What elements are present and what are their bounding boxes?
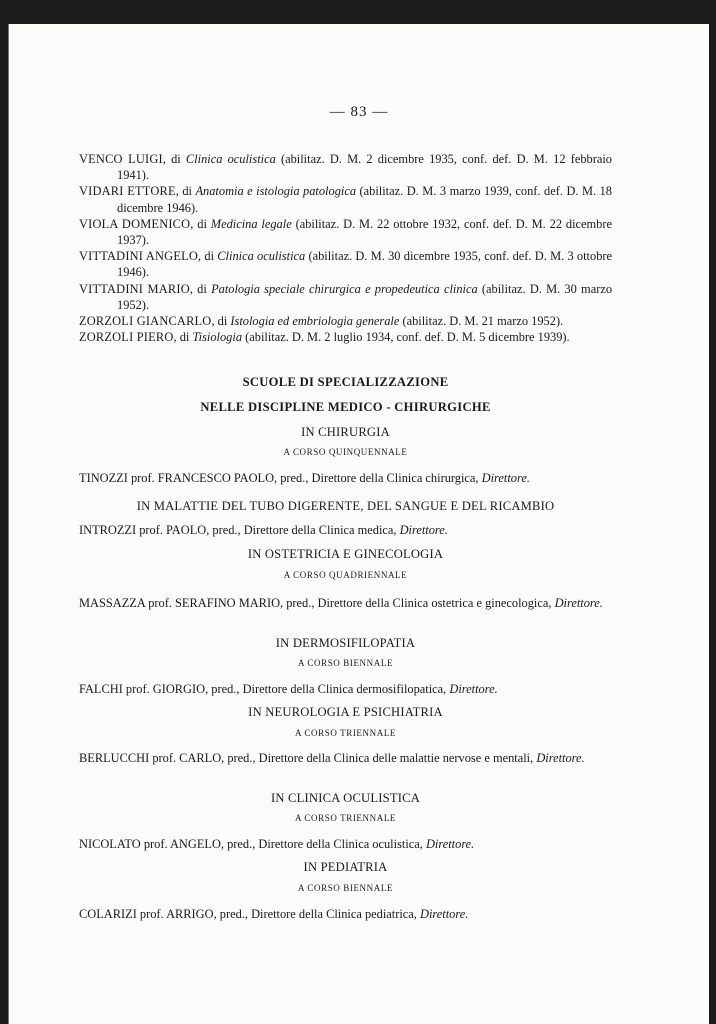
director-entry: INTROZZI prof. PAOLO, pred., Direttore della Clinica medica, Direttore. bbox=[79, 523, 448, 537]
faculty-entry: VITTADINI ANGELO, di Clinica oculistica (abilitaz. D. M. 30 dicembre 1935, conf. def. D. M. 3 ottobre 1946). bbox=[79, 249, 613, 280]
course-duration: A CORSO QUADRIENNALE bbox=[283, 570, 408, 580]
director-entry: TINOZZI prof. FRANCESCO PAOLO, pred., Direttore della Clinica chirurgica, Direttore. bbox=[79, 471, 530, 485]
schools-subtitle: NELLE DISCIPLINE MEDICO - CHIRURGICHE bbox=[200, 400, 491, 414]
faculty-entry: ZORZOLI GIANCARLO, di Istologia ed embriologia generale (abilitaz. D. M. 21 marzo 1952). bbox=[79, 314, 564, 329]
director-entry: MASSAZZA prof. SERAFINO MARIO, pred., Direttore della Clinica ostetrica e ginecologica, Direttore. bbox=[79, 596, 603, 610]
faculty-entry: VIDARI ETTORE, di Anatomia e istologia patologica (abilitaz. D. M. 3 marzo 1939, conf. def. D. M. 18 dicembre 1946). bbox=[79, 184, 612, 215]
course-duration: A CORSO TRIENNALE bbox=[294, 813, 397, 823]
director-entry: FALCHI prof. GIORGIO, pred., Direttore della Clinica dermosifilopatica, Direttore. bbox=[79, 682, 498, 696]
discipline-title: IN OSTETRICIA E GINECOLOGIA bbox=[247, 547, 444, 561]
page-number: — 83 — bbox=[329, 104, 389, 120]
discipline-title: IN PEDIATRIA bbox=[303, 860, 388, 874]
director-entry: NICOLATO prof. ANGELO, pred., Direttore della Clinica oculistica, Direttore. bbox=[79, 837, 475, 851]
faculty-entry: VITTADINI MARIO, di Patologia speciale chirurgica e propedeutica clinica (abilitaz. D. M. 30 marzo 1952). bbox=[79, 281, 613, 312]
course-duration: A CORSO BIENNALE bbox=[297, 883, 394, 893]
schools-title: SCUOLE DI SPECIALIZZAZIONE bbox=[242, 375, 449, 389]
course-duration: A CORSO TRIENNALE bbox=[294, 728, 397, 738]
discipline-title: IN CLINICA OCULISTICA bbox=[270, 791, 421, 805]
faculty-list bbox=[79, 151, 612, 345]
document-page bbox=[8, 24, 709, 1024]
discipline-title: IN MALATTIE DEL TUBO DIGERENTE, DEL SANGUE E DEL RICAMBIO bbox=[136, 499, 555, 513]
course-duration: A CORSO BIENNALE bbox=[297, 658, 394, 668]
course-duration: A CORSO QUINQUENNALE bbox=[283, 447, 408, 457]
faculty-entry: VENCO LUIGI, di Clinica oculistica (abilitaz. D. M. 2 dicembre 1935, conf. def. D. M. 12 febbraio 1941). bbox=[79, 152, 612, 183]
director-entry: BERLUCCHI prof. CARLO, pred., Direttore della Clinica delle malattie nervose e mentali, Direttore. bbox=[79, 751, 585, 765]
faculty-entry: VIOLA DOMENICO, di Medicina legale (abilitaz. D. M. 22 ottobre 1932, conf. def. D. M. 22 dicembre 1937). bbox=[79, 216, 612, 248]
discipline-title: IN DERMOSIFILOPATIA bbox=[275, 636, 416, 650]
discipline-title: IN CHIRURGIA bbox=[301, 425, 390, 439]
discipline-title: IN NEUROLOGIA E PSICHIATRIA bbox=[248, 705, 443, 719]
faculty-entry: ZORZOLI PIERO, di Tisiologia (abilitaz. D. M. 2 luglio 1934, conf. def. D. M. 5 dicembre 1939). bbox=[79, 330, 570, 345]
director-entry: COLARIZI prof. ARRIGO, pred., Direttore della Clinica pediatrica, Direttore. bbox=[79, 907, 469, 921]
